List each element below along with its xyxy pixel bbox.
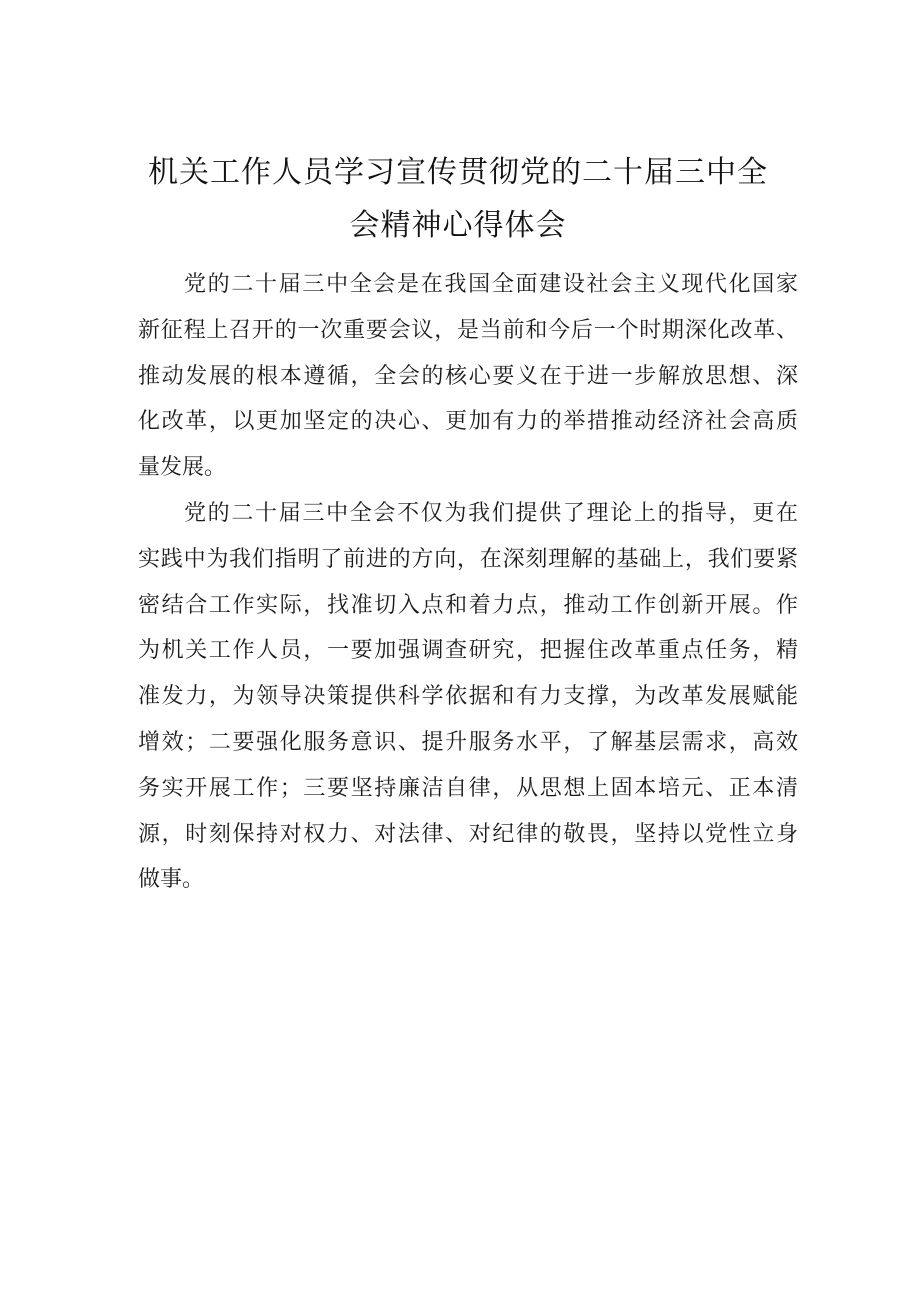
title-line-1: 机关工作人员学习宣传贯彻党的二十届三中全 <box>148 155 768 190</box>
paragraph-2-line-8: 源，时刻保持对权力、对法律、对纪律的敬畏，坚持以党性立身 <box>138 821 798 847</box>
paragraph-1-line-2: 新征程上召开的一次重要会议，是当前和今后一个时期深化改革、 <box>138 317 798 343</box>
paragraph-2 <box>138 491 798 903</box>
paragraph-1-line-5: 量发展。 <box>138 455 227 481</box>
paragraph-2-line-7: 务实开展工作；三要坚持廉洁自律，从思想上固本培元、正本清 <box>138 775 798 801</box>
paragraph-2-line-9: 做事。 <box>138 867 205 893</box>
paragraph-2-line-5: 准发力，为领导决策提供科学依据和有力支撑，为改革发展赋能 <box>138 684 798 710</box>
document-body <box>138 262 798 903</box>
paragraph-1-line-1: 党的二十届三中全会是在我国全面建设社会主义现代化国家 <box>184 272 798 297</box>
paragraph-2-line-2: 实践中为我们指明了前进的方向，在深刻理解的基础上，我们要紧 <box>138 546 798 572</box>
title-line-2: 会精神心得体会 <box>349 208 567 243</box>
paragraph-2-line-6: 增效；二要强化服务意识、提升服务水平，了解基层需求，高效 <box>138 729 798 755</box>
paragraph-2-line-1: 党的二十届三中全会不仅为我们提供了理论上的指导，更在 <box>184 500 798 526</box>
paragraph-2-line-3: 密结合工作实际，找准切入点和着力点，推动工作创新开展。作 <box>138 592 798 618</box>
paragraph-1-line-3: 推动发展的根本遵循，全会的核心要义在于进一步解放思想、深 <box>138 363 798 389</box>
paragraph-2-line-4: 为机关工作人员，一要加强调查研究，把握住改革重点任务，精 <box>138 638 798 664</box>
paragraph-1 <box>138 262 798 491</box>
document-title <box>138 146 778 252</box>
paragraph-1-line-4: 化改革，以更加坚定的决心、更加有力的举措推动经济社会高质 <box>138 409 798 435</box>
